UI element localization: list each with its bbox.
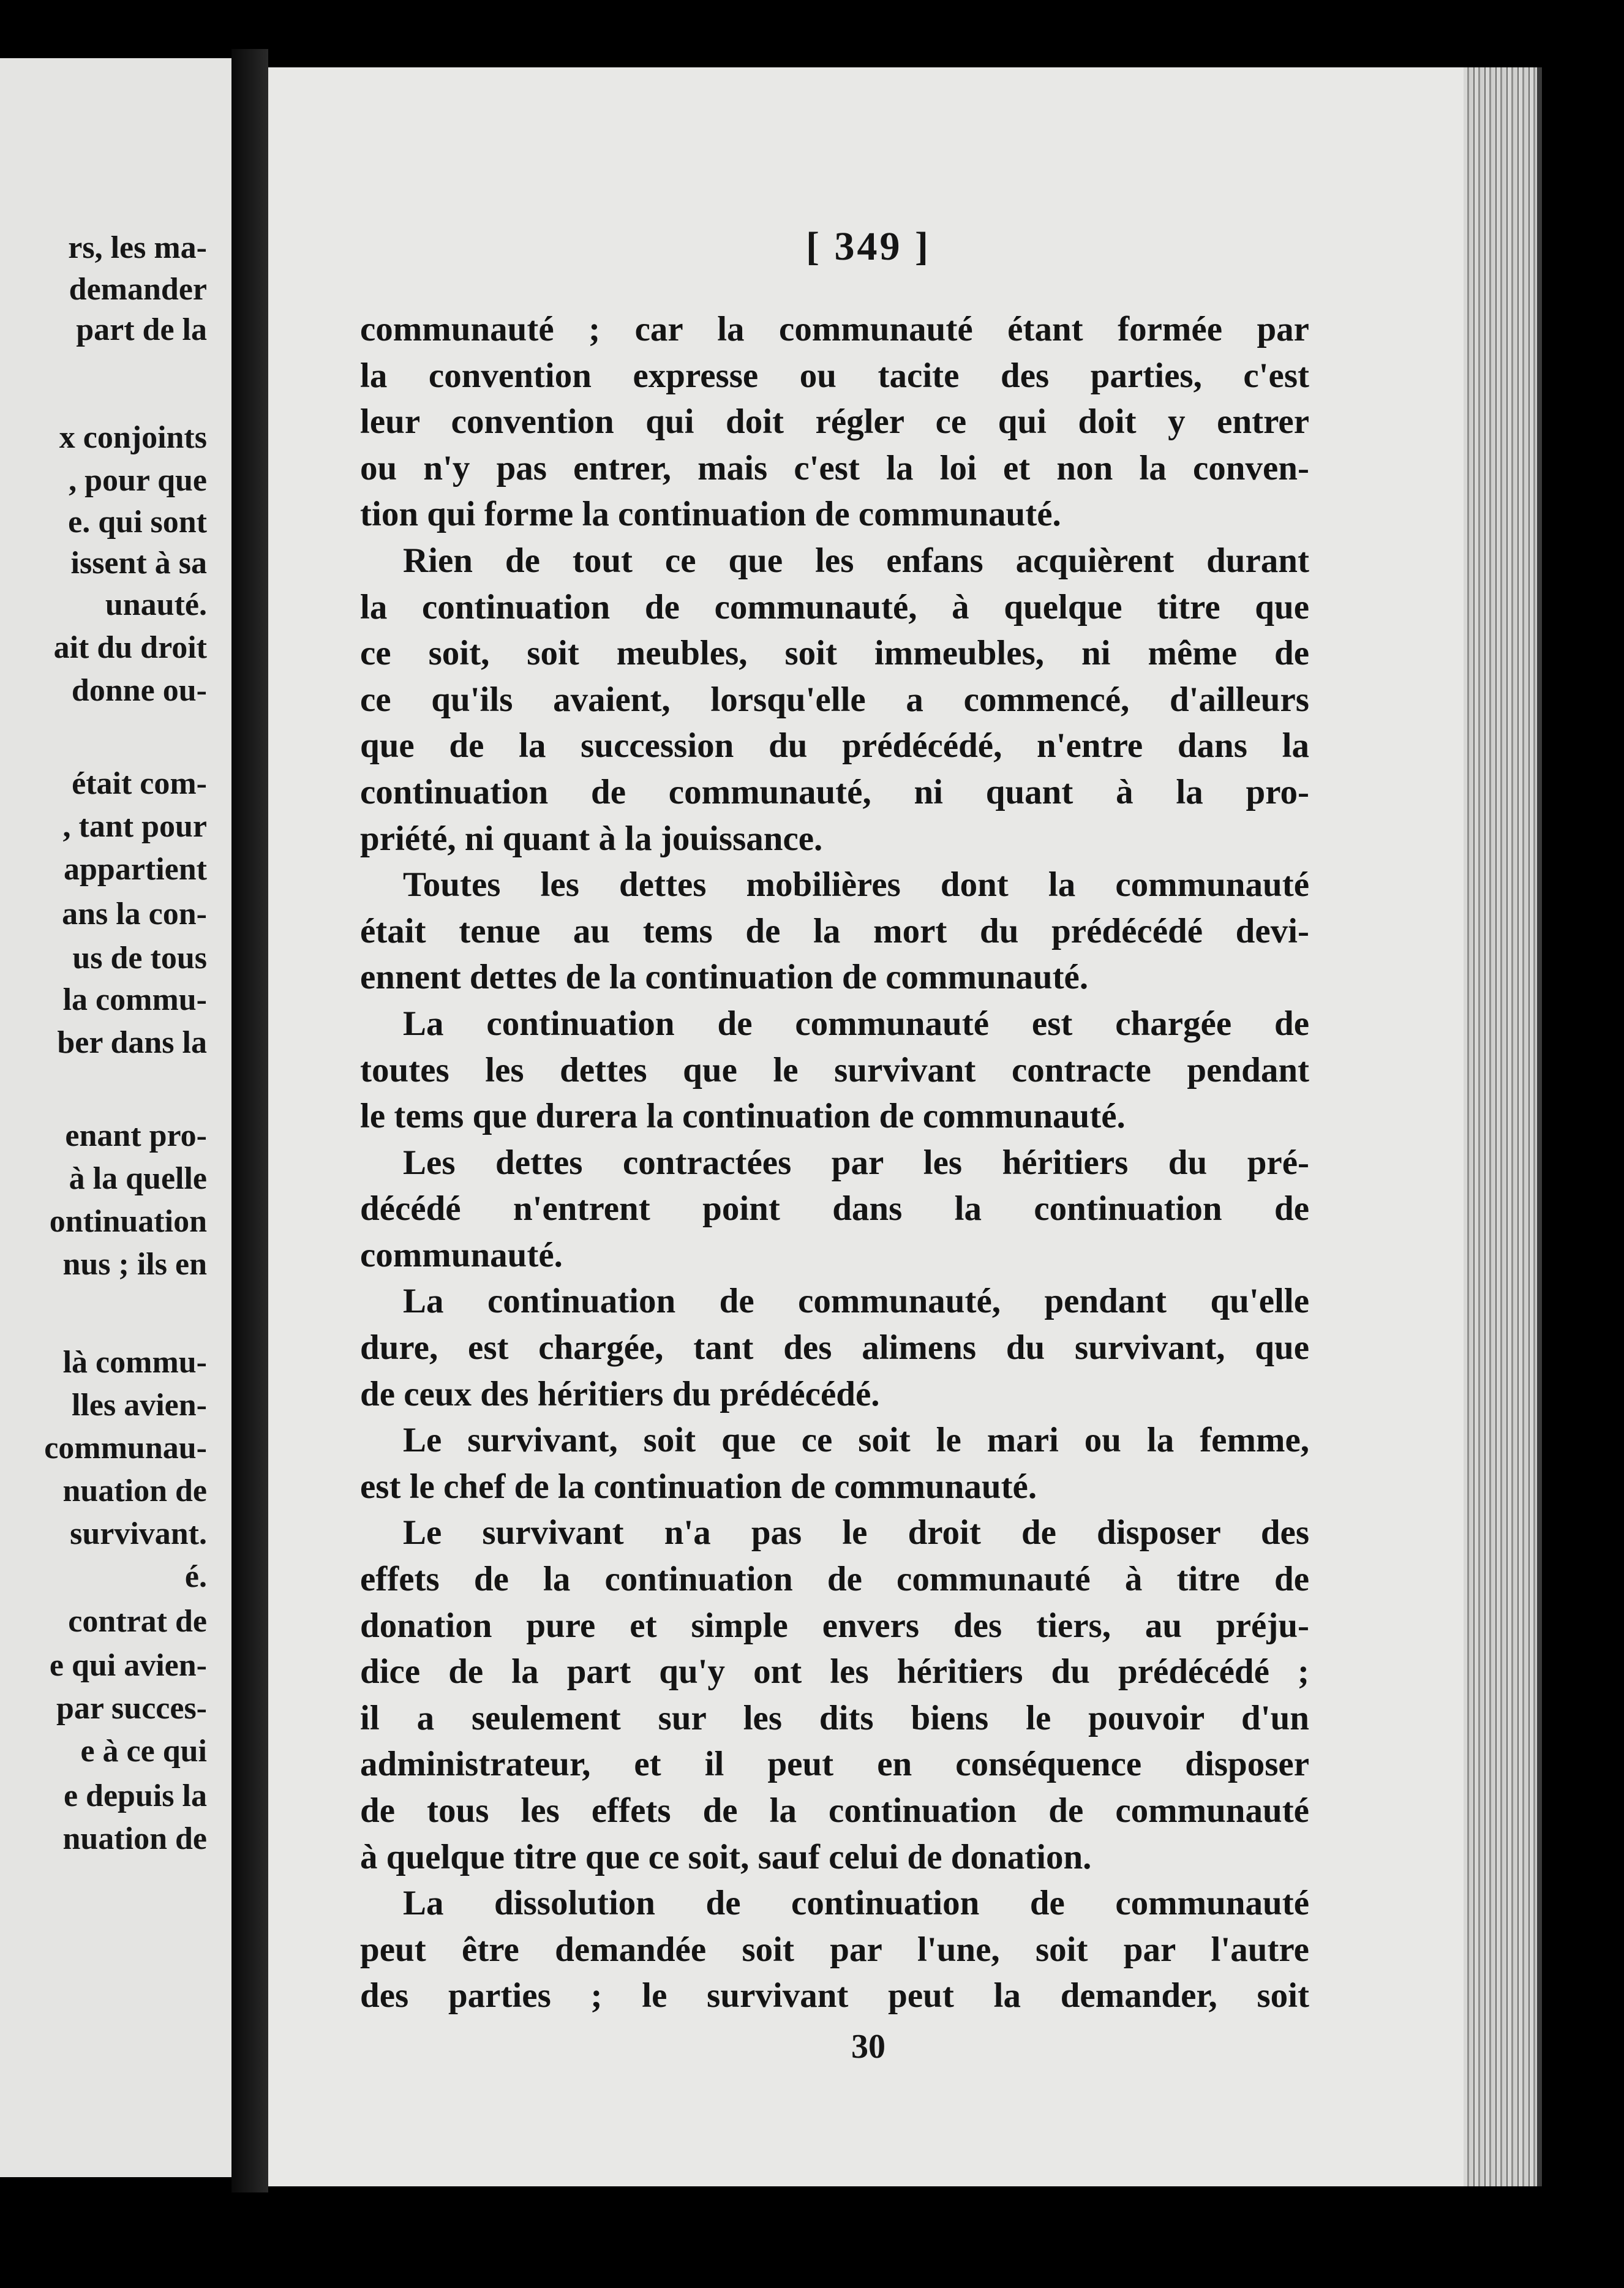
text-line: à quelque titre que ce soit, sauf celui de donation.	[360, 1837, 1092, 1876]
text-line: La dissolution de continuation de communauté	[403, 1884, 1309, 1923]
text-line: de ceux des héritiers du prédécédé.	[360, 1374, 880, 1413]
text-line: priété, ni quant à la jouissance.	[360, 819, 823, 858]
text-line: dure, est chargée, tant des alimens du survivant, que	[360, 1328, 1309, 1368]
text-line: peut être demandée soit par l'une, soit par l'autre	[360, 1930, 1309, 1969]
signature-mark: 30	[851, 2028, 885, 2066]
text-line: Toutes les dettes mobilières dont la communauté	[403, 865, 1309, 905]
text-line: la continuation de communauté, à quelque titre que	[360, 587, 1309, 627]
page-number-header: [ 349 ]	[806, 224, 931, 269]
facing-text-line: us de tous	[72, 941, 207, 976]
book-edge-shadow	[1537, 67, 1542, 2186]
text-line: effets de la continuation de communauté à titre de	[360, 1560, 1309, 1599]
text-line: Rien de tout ce que les enfans acquièrent durant	[403, 541, 1309, 580]
text-line: La continuation de communauté est chargée de	[403, 1004, 1309, 1043]
text-line: Les dettes contractées par les héritiers du pré-	[403, 1143, 1309, 1182]
facing-text-line: donne ou-	[71, 673, 207, 708]
facing-text-line: x conjoints	[59, 420, 207, 455]
text-line: Le survivant, soit que ce soit le mari ou la femme,	[403, 1421, 1309, 1460]
text-line: de tous les effets de la continuation de communauté	[360, 1791, 1309, 1830]
facing-text-line: ait du droit	[53, 630, 207, 665]
page-body-text	[360, 306, 1309, 2019]
text-line: Le survivant n'a pas le droit de disposer des	[403, 1513, 1309, 1552]
text-line: des parties ; le survivant peut la demander, soit	[360, 1976, 1309, 2015]
facing-text-line: là commu-	[62, 1345, 207, 1380]
text-line: que de la succession du prédécédé, n'entre dans la	[360, 726, 1309, 766]
facing-text-line: communau-	[44, 1431, 207, 1466]
facing-text-line: é.	[184, 1559, 207, 1594]
text-line: La continuation de communauté, pendant qu'elle	[403, 1282, 1309, 1321]
text-line: leur convention qui doit régler ce qui doit y entrer	[360, 402, 1309, 442]
text-line: communauté ; car la communauté étant formée par	[360, 310, 1309, 348]
facing-text-line: issent à sa	[70, 546, 207, 581]
facing-text-line: par succes-	[56, 1691, 207, 1726]
facing-text-line: e. qui sont	[68, 505, 207, 540]
facing-text-line: nus ; ils en	[62, 1247, 207, 1282]
book-fore-edge	[1464, 67, 1537, 2186]
text-line: la convention expresse ou tacite des parties, c'est	[360, 356, 1309, 395]
facing-text-line: e depuis la	[63, 1778, 207, 1813]
facing-page-fragment	[0, 58, 231, 2177]
text-line: tion qui forme la continuation de communauté.	[360, 495, 1061, 534]
text-line: décédé n'entrent point dans la continuation de	[360, 1189, 1309, 1229]
facing-text-line: part de la	[76, 312, 207, 347]
text-line: administrateur, et il peut en conséquence disposer	[360, 1745, 1309, 1784]
book-gutter	[231, 49, 268, 2192]
facing-text-line: contrat de	[68, 1604, 207, 1639]
facing-text-line: e qui avien-	[49, 1648, 207, 1683]
facing-text-line: la commu-	[62, 982, 207, 1017]
facing-text-line: nuation de	[62, 1821, 207, 1856]
facing-text-line: à la quelle	[69, 1161, 207, 1196]
facing-text-line: ans la con-	[62, 897, 207, 931]
text-line: toutes les dettes que le survivant contracte pendant	[360, 1050, 1309, 1089]
facing-text-line: , tant pour	[62, 809, 207, 844]
text-line: le tems que durera la continuation de communauté.	[360, 1097, 1126, 1136]
facing-text-line: lles avien-	[72, 1388, 207, 1423]
facing-text-line: enant pro-	[65, 1118, 207, 1153]
facing-text-line: rs, les ma-	[68, 230, 207, 265]
facing-text-line: e à ce qui	[80, 1734, 207, 1769]
facing-text-line: ontinuation	[49, 1204, 207, 1239]
facing-text-line: était com-	[72, 766, 207, 801]
text-line: ce qu'ils avaient, lorsqu'elle a commencé, d'ailleurs	[360, 680, 1309, 719]
facing-text-line: ber dans la	[57, 1025, 207, 1060]
text-line: était tenue au tems de la mort du prédécédé devi-	[360, 911, 1309, 950]
book-page	[268, 67, 1468, 2186]
text-line: ou n'y pas entrer, mais c'est la loi et non la conven-	[360, 448, 1309, 487]
facing-text-line: , pour que	[69, 463, 207, 498]
text-line: est le chef de la continuation de communauté.	[360, 1467, 1037, 1506]
text-line: il a seulement sur les dits biens le pouvoir d'un	[360, 1698, 1309, 1737]
text-line: ce soit, soit meubles, soit immeubles, ni même de	[360, 634, 1309, 673]
text-line: donation pure et simple envers des tiers, au préju-	[360, 1606, 1309, 1645]
text-line: ennent dettes de la continuation de communauté.	[360, 958, 1089, 997]
facing-text-line: unauté.	[105, 587, 207, 622]
text-line: dice de la part qu'y ont les héritiers du prédécédé ;	[360, 1652, 1309, 1692]
text-line: continuation de communauté, ni quant à la pro-	[360, 772, 1309, 811]
facing-text-line: appartient	[64, 852, 207, 887]
facing-text-line: demander	[69, 272, 207, 307]
facing-text-line: nuation de	[62, 1473, 207, 1508]
text-line: communauté.	[360, 1235, 563, 1274]
facing-text-line: survivant.	[70, 1516, 207, 1551]
